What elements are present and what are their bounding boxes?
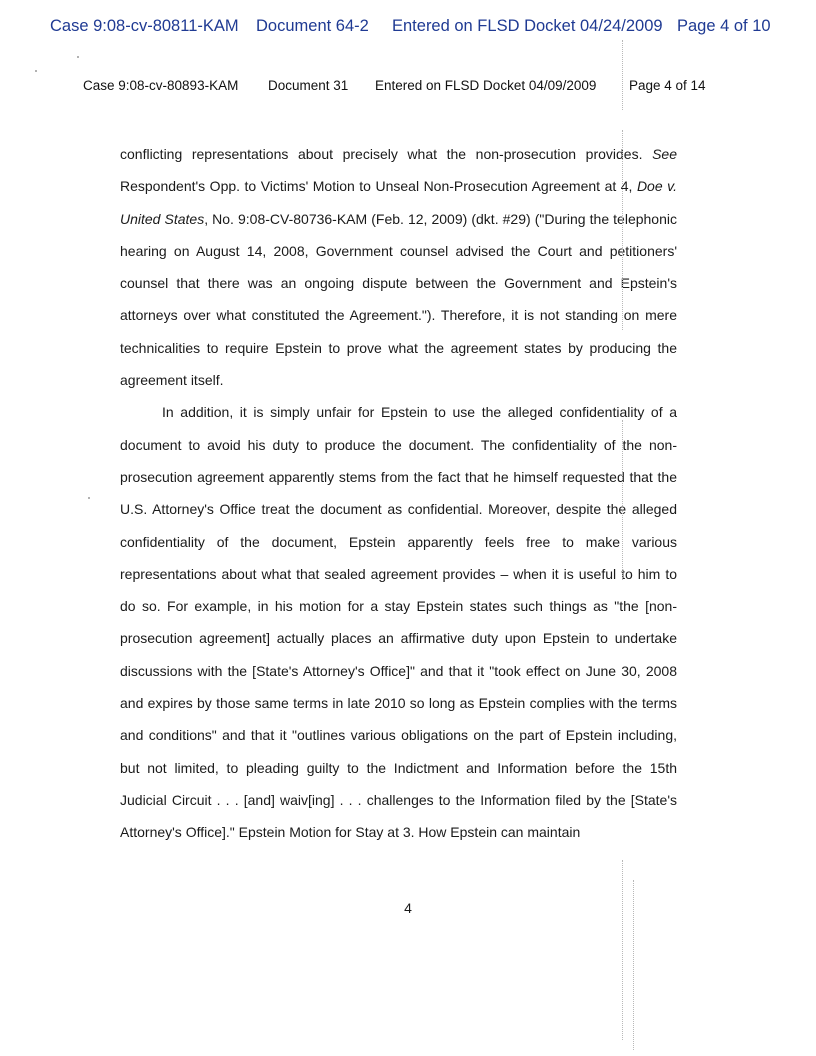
original-case-number: Case 9:08-cv-80893-KAM bbox=[83, 78, 239, 93]
scan-line-mark bbox=[622, 40, 623, 110]
scan-line-mark bbox=[622, 420, 623, 580]
italic-citation: See bbox=[652, 146, 677, 162]
paragraph-text: Respondent's Opp. to Victims' Motion to Unseal Non-Prosecution Agreement at 4, bbox=[120, 178, 637, 195]
scan-speck bbox=[77, 56, 79, 58]
paragraph-text: , No. 9:08-CV-80736-KAM (Feb. 12, 2009) (dkt. #29) ("During the telephonic hearing on August 14, 2008, Government counsel advised the Court and petitioners' counsel that there was an ongoing dispute between the Government and Epstein's attorneys over what constituted the Agreement."). Therefore, it is not standing on mere technicalities to require Epstein to prove what the agreement states by producing the agreement itself. bbox=[120, 210, 677, 389]
scan-speck bbox=[88, 497, 90, 499]
paragraph-text: In addition, it is simply unfair for Epstein to use the alleged confidentiality of a document to avoid his duty to produce the document. The confidentiality of the non-prosecution agreement apparently stems from the fact that he himself requested that the U.S. Attorney's Office treat the document as confidential. Moreover, despite the alleged confidentiality of the document, Epstein apparently feels free to make various representations about what that sealed agreement provides – when it is useful to him to do so. For example, in his motion for a stay Epstein states such things as "the [non-prosecution agreement] actually places an affirmative duty upon Epstein to undertake discussions with the [State's Attorney's Office]" and that it "took effect on June 30, 2008 and expires by those same terms in late 2010 so long as Epstein complies with the terms and conditions" and that it "outlines various obligations on the part of Epstein including, but not limited, to pleading guilty to the Indictment and Information before the 15th Judicial Circuit . . . [and] waiv[ing] . . . challenges to the Information filed by the [State's Attorney's Office]." Epstein Motion for Stay at 3. How Epstein can maintain bbox=[120, 404, 677, 841]
scan-line-mark bbox=[622, 860, 623, 1040]
scan-speck bbox=[35, 70, 37, 72]
page-number: 4 bbox=[404, 900, 412, 916]
scan-line-mark bbox=[622, 130, 623, 330]
body-paragraph bbox=[120, 138, 677, 396]
body-paragraph bbox=[120, 396, 677, 848]
document-body bbox=[120, 138, 677, 849]
scan-line-mark bbox=[633, 880, 634, 1050]
paragraph-text: conflicting representations about precisely what the non-prosecution provides. bbox=[120, 146, 653, 162]
italic-citation: Doe v. United States bbox=[120, 178, 677, 227]
stamp-case-number: Case 9:08-cv-80811-KAM bbox=[50, 17, 239, 35]
original-document-number: Document 31 bbox=[268, 78, 349, 93]
stamp-page-count: Page 4 of 10 bbox=[677, 17, 771, 35]
stamp-document-number: Document 64-2 bbox=[256, 17, 369, 35]
original-page-count: Page 4 of 14 bbox=[629, 78, 706, 93]
stamp-docket-entry: Entered on FLSD Docket 04/24/2009 bbox=[392, 17, 663, 35]
original-docket-entry: Entered on FLSD Docket 04/09/2009 bbox=[375, 78, 597, 93]
